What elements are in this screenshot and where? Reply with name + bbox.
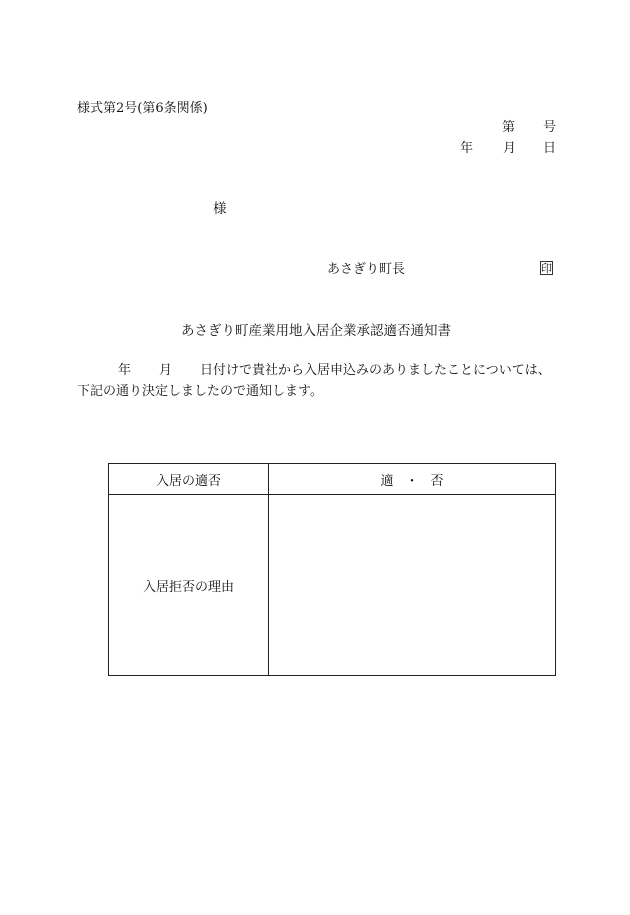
form-number-label: 様式第2号(第6条関係): [77, 101, 208, 116]
rejection-reason-value-cell: [269, 495, 556, 676]
approval-no: 否: [430, 473, 444, 489]
body-line-1: [118, 364, 551, 377]
body-line-2: 下記の通り決定しましたので通知します。: [77, 384, 323, 399]
date-year: 年: [459, 141, 473, 156]
rejection-reason-label-cell: 入居拒否の理由: [109, 495, 269, 676]
document-number: [502, 121, 556, 134]
table-row: [109, 495, 556, 676]
approval-separator: ・: [405, 473, 419, 489]
approval-yes: 適: [380, 473, 394, 489]
seal-mark: 印: [541, 262, 552, 275]
number-suffix: 号: [542, 120, 556, 135]
approval-label-cell: 入居の適否: [109, 464, 269, 495]
document-title: あさぎり町産業用地入居企業承認適否通知書: [181, 323, 451, 339]
issue-date: [460, 142, 556, 155]
body-year: 年: [118, 363, 132, 378]
approval-value-cell: [269, 464, 556, 495]
date-month: 月: [502, 141, 516, 156]
number-prefix: 第: [501, 120, 515, 135]
addressee: 様: [213, 201, 227, 217]
table-row: [109, 464, 556, 495]
decision-table: [108, 463, 556, 676]
body-month: 月: [159, 363, 173, 378]
body-line1-text: 日付けで貴社から入居申込みのありましたことについては、: [200, 363, 551, 378]
sender-name: あさぎり町長: [327, 262, 406, 277]
date-day: 日: [542, 141, 556, 156]
